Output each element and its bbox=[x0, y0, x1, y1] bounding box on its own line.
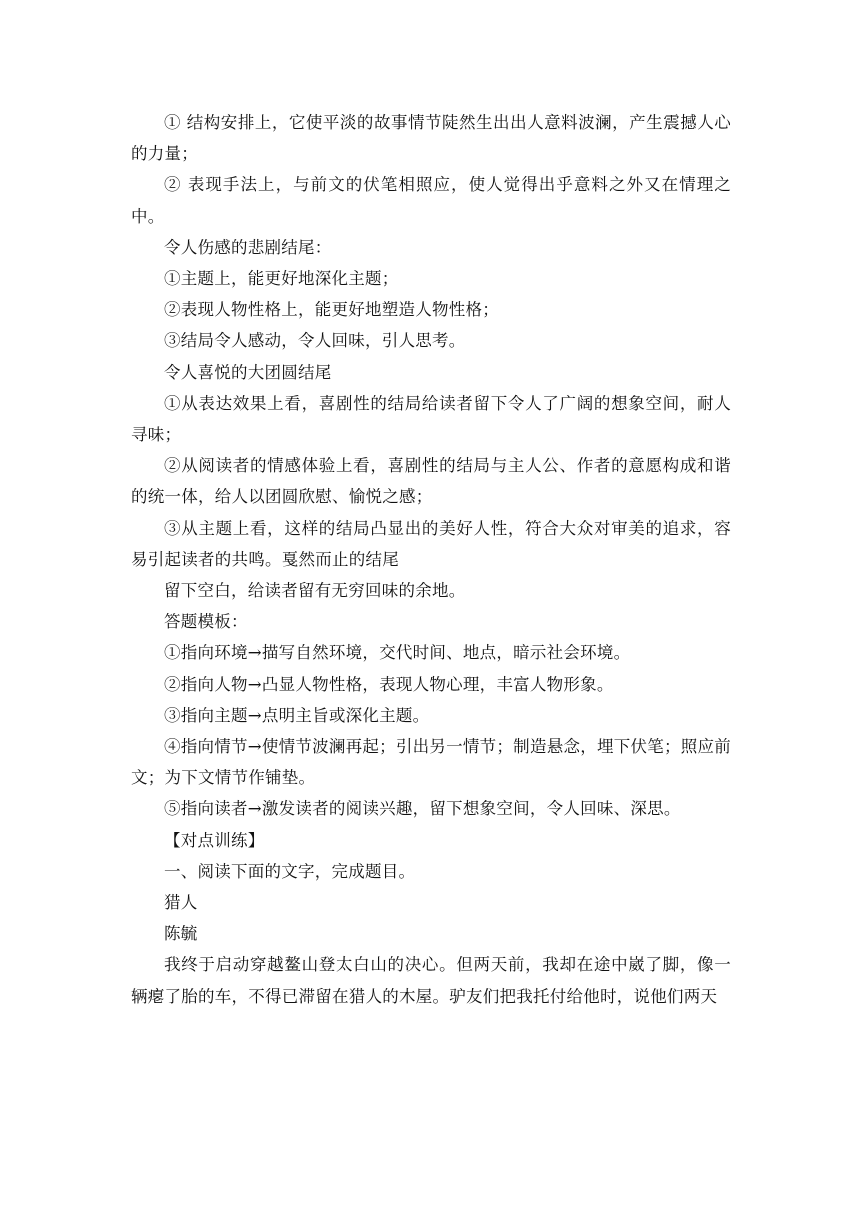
document-body bbox=[131, 107, 731, 1012]
paragraph-tragic-character: ②表现人物性格上，能更好地塑造人物性格； bbox=[164, 300, 499, 320]
paragraph-tragic-theme: ①主题上，能更好地深化主题； bbox=[164, 269, 399, 289]
paragraph-happy-expression: ①从表达效果上看，喜剧性的结局给读者留下令人了广阔的想象空间，耐人寻味； bbox=[131, 393, 731, 445]
template-plot: ④指向情节→使情节波澜再起；引出另一情节；制造悬念，埋下伏笔；照应前文；为下文情节作铺垫。 bbox=[131, 737, 731, 788]
paragraph-technique-effect: ② 表现手法上，与前文的伏笔相照应，使人觉得出乎意料之外又在情理之中。 bbox=[131, 175, 731, 226]
paragraph-happy-theme: ③从主题上看，这样的结局凸显出的美好人性，符合大众对审美的追求，容易引起读者的共鸣。戛然而止的结尾 bbox=[131, 518, 731, 569]
template-character: ②指向人物→凸显人物性格，表现人物心理，丰富人物形象。 bbox=[164, 674, 614, 694]
template-environment: ①指向环境→描写自然环境，交代时间、地点，暗示社会环境。 bbox=[164, 643, 631, 663]
paragraph-tragic-moving: ③结局令人感动，令人回味，引人思考。 bbox=[164, 331, 466, 351]
story-paragraph: 我终于启动穿越鳌山登太白山的决心。但两天前，我却在途中崴了脚，像一辆瘪了胎的车，不得已滞留在猎人的木屋。驴友们把我托付给他时，说他们两天 bbox=[131, 955, 731, 1006]
story-author: 陈毓 bbox=[164, 924, 198, 944]
paragraph-blank-space: 留下空白，给读者留有无穷回味的余地。 bbox=[164, 581, 466, 601]
heading-answer-template: 答题模板： bbox=[164, 612, 248, 632]
section-heading-training: 【对点训练】 bbox=[164, 830, 265, 850]
exercise-instruction: 一、阅读下面的文字，完成题目。 bbox=[164, 861, 416, 881]
template-reader: ⑤指向读者→激发读者的阅读兴趣，留下想象空间，令人回味、深思。 bbox=[164, 799, 681, 819]
heading-happy-ending: 令人喜悦的大团圆结尾 bbox=[164, 362, 332, 382]
template-theme: ③指向主题→点明主旨或深化主题。 bbox=[164, 705, 430, 725]
story-title: 猎人 bbox=[164, 893, 198, 913]
paragraph-happy-emotion: ②从阅读者的情感体验上看，喜剧性的结局与主人公、作者的意愿构成和谐的统一体，给人以团圆欣慰、愉悦之感； bbox=[131, 456, 731, 507]
paragraph-structure-effect: ① 结构安排上，它使平淡的故事情节陡然生出出人意料波澜，产生震撼人心的力量； bbox=[131, 113, 731, 164]
heading-tragic-ending: 令人伤感的悲剧结尾： bbox=[164, 237, 332, 257]
